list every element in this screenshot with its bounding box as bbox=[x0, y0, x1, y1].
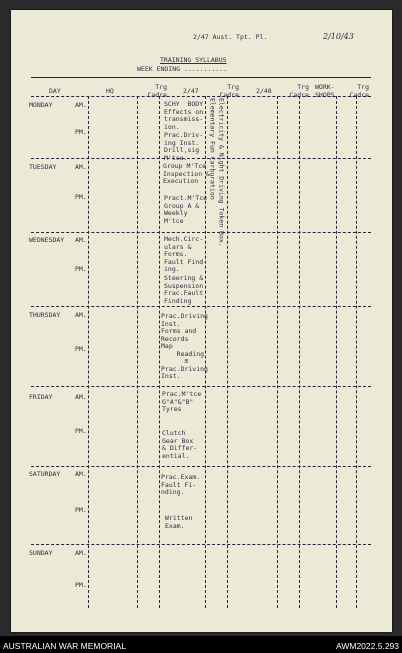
pm-label: PM. bbox=[75, 581, 87, 589]
unit-header: 2/47 Aust. Tpt. Pl. bbox=[193, 33, 268, 41]
row-line bbox=[31, 306, 371, 307]
day-thursday: THURSDAY bbox=[29, 311, 61, 319]
row-line bbox=[31, 232, 371, 233]
vertical-entry-2: Electricity & Night Driving Token Box. bbox=[217, 98, 226, 247]
col-line bbox=[277, 96, 278, 608]
pm-label: PM. bbox=[75, 265, 87, 273]
pm-label: PM. bbox=[75, 128, 87, 136]
document-page bbox=[11, 10, 392, 632]
day-tuesday: TUESDAY bbox=[29, 163, 57, 171]
rule-top bbox=[31, 77, 371, 78]
entry-tuesday-pm: Pract.M'Tce Group A & Weekly M'tce bbox=[164, 194, 208, 225]
entry-monday-pm: Prac.Driv- ing Inst. Drill,sig M'tce. bbox=[164, 131, 204, 162]
col-line bbox=[88, 96, 89, 608]
day-sunday: SUNDAY bbox=[29, 549, 53, 557]
am-label: AM. bbox=[75, 101, 87, 109]
entry-monday-am: SCHY BODY Effects on transmiss- ion. bbox=[164, 100, 204, 131]
col-line bbox=[356, 96, 357, 608]
pm-label: PM. bbox=[75, 193, 87, 201]
col-workshops: WORK-SHOPS bbox=[315, 83, 335, 99]
col-line bbox=[137, 96, 138, 608]
am-label: AM. bbox=[75, 549, 87, 557]
col-line bbox=[227, 96, 228, 608]
col-247: 2/47 bbox=[183, 87, 199, 95]
entry-saturday-am: Prac.Exam. Fault Fi- nding. bbox=[161, 473, 201, 496]
date-handwritten: 2/10/43 bbox=[323, 32, 354, 41]
doc-title: TRAINING SYLLABUS bbox=[160, 56, 227, 64]
entry-wednesday-am: Mech.Circ- ulars & Forms. Fault Find- ing. bbox=[164, 235, 208, 273]
am-label: AM. bbox=[75, 311, 87, 319]
day-wednesday: WEDNESDAY bbox=[29, 236, 65, 244]
col-day: DAY bbox=[49, 87, 61, 95]
col-trg-cadre-3: Trg Cadre bbox=[289, 83, 309, 99]
col-hq: HQ bbox=[106, 87, 114, 95]
col-line bbox=[299, 96, 300, 608]
day-friday: FRIDAY bbox=[29, 393, 53, 401]
am-label: AM. bbox=[75, 163, 87, 171]
am-label: AM. bbox=[75, 393, 87, 401]
entry-saturday-pm: Written Exam. bbox=[165, 514, 193, 530]
row-line bbox=[31, 466, 371, 467]
entry-wednesday-pm: Steering & Suspension Frac.Fault Finding bbox=[164, 274, 204, 305]
entry-friday-am: Prac.M'tce G"A"&"B" Tyres bbox=[162, 390, 202, 413]
col-trg-cadre-1: Trg Cadre bbox=[147, 83, 167, 99]
entry-thursday: Prac.Driving Inst. Forms and Records Map Reading ≡ Prac.Driving Inst. bbox=[161, 312, 208, 380]
col-line bbox=[336, 96, 337, 608]
pm-label: PM. bbox=[75, 345, 87, 353]
day-monday: MONDAY bbox=[29, 101, 53, 109]
col-trg-cadre-4: Trg Cadre bbox=[349, 83, 369, 99]
vertical-entry-1: Elementary Fun Carburation bbox=[208, 98, 217, 200]
entry-friday-pm: Clutch Gear Box & Differ- ential. bbox=[162, 429, 198, 460]
am-label: AM. bbox=[75, 236, 87, 244]
rule-header bbox=[31, 96, 371, 97]
footer-bar bbox=[0, 636, 402, 653]
pm-label: PM. bbox=[75, 506, 87, 514]
entry-tuesday-am: Group M'Tce Inspection & Execution bbox=[163, 162, 210, 185]
col-trg-cadre-2: Trg Cadre bbox=[219, 83, 239, 99]
col-248: 2/48 bbox=[256, 87, 272, 95]
col-line bbox=[159, 96, 160, 608]
week-ending: WEEK ENDING ........... bbox=[137, 65, 228, 73]
footer-accession: AWM2022.5.293 bbox=[336, 641, 399, 651]
pm-label: PM. bbox=[75, 427, 87, 435]
footer-source: AUSTRALIAN WAR MEMORIAL bbox=[3, 641, 126, 651]
row-line bbox=[31, 544, 371, 545]
day-saturday: SATURDAY bbox=[29, 470, 61, 478]
am-label: AM. bbox=[75, 470, 87, 478]
row-line bbox=[31, 386, 371, 387]
